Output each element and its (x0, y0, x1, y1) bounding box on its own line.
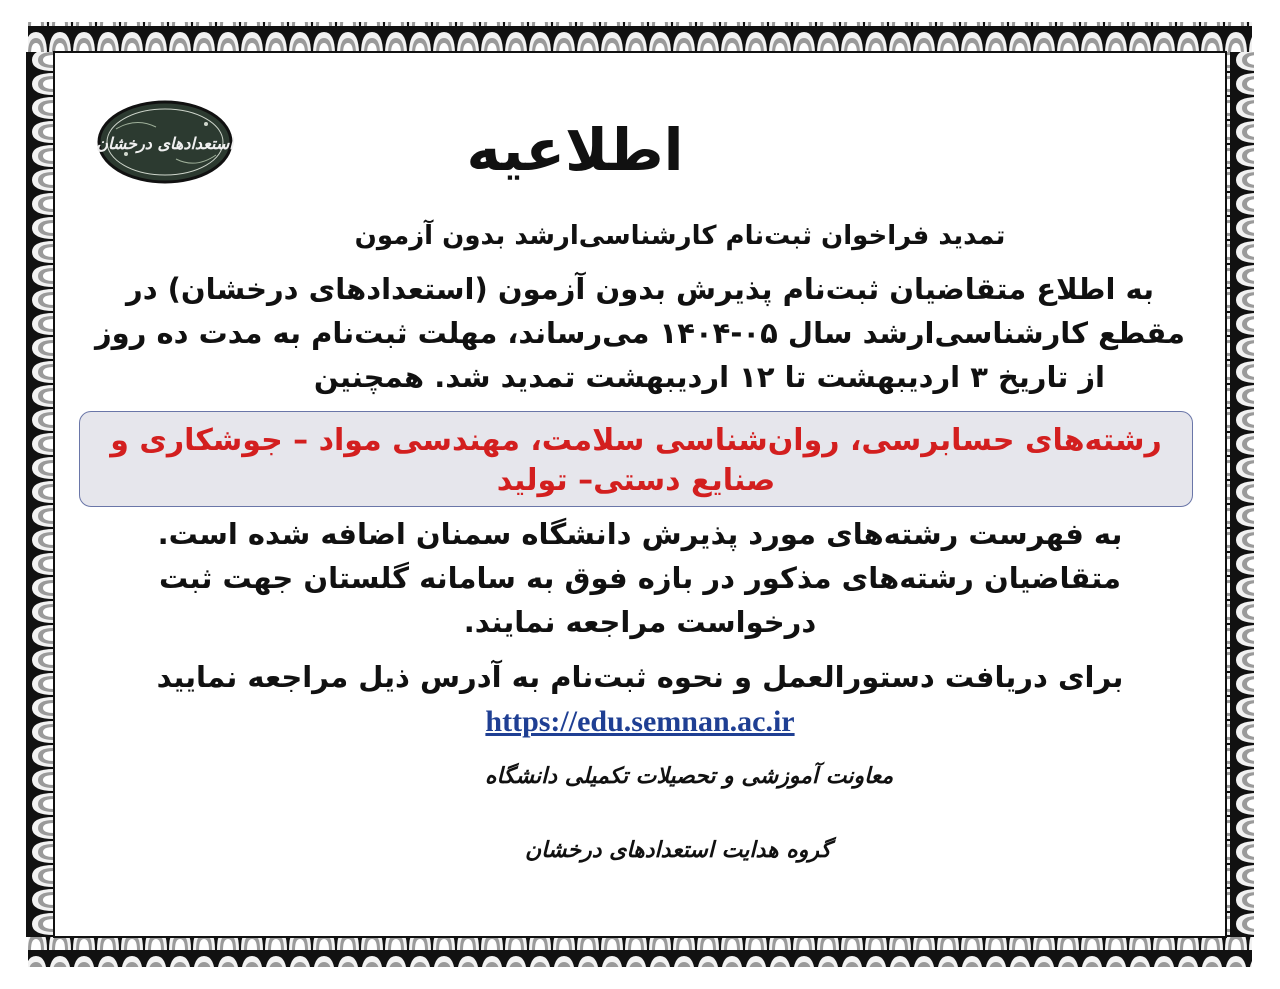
page-subtitle: تمدید فراخوان ثبت‌نام کارشناسی‌ارشد بدون آزمون (354, 221, 1006, 251)
intro-paragraph (55, 267, 1225, 399)
after-line: به فهرست رشته‌های مورد پذیرش دانشگاه سمنان اضافه شده است. (157, 517, 1123, 551)
notice-content (55, 55, 1225, 933)
highlight-line: رشته‌های حسابرسی، روان‌شناسی سلامت، مهندسی مواد – جوشکاری و (110, 423, 1162, 458)
logo-text: استعدادهای درخشان (96, 134, 234, 153)
highlight-line: صنایع دستی– تولید (496, 463, 776, 498)
signature-group: گروه هدایت استعدادهای درخشان (525, 837, 832, 863)
after-line: متقاضیان رشته‌های مذکور در بازه فوق به سامانه گلستان جهت ثبت (158, 561, 1121, 595)
signature-deputy: معاونت آموزشی و تحصیلات تکمیلی دانشگاه (485, 763, 894, 789)
page-title: اطلاعیه (466, 116, 684, 184)
intro-line: از تاریخ ۳ اردیبهشت تا ۱۲ اردیبهشت تمدید شد. همچنین (313, 360, 1105, 394)
after-paragraph (55, 512, 1225, 644)
intro-line: به اطلاع متقاضیان ثبت‌نام پذیرش بدون آزمون (استعدادهای درخشان) در (126, 272, 1154, 306)
instruction-text: برای دریافت دستورالعمل و نحوه ثبت‌نام به آدرس ذیل مراجعه نمایید (156, 660, 1124, 694)
after-line: درخواست مراجعه نمایند. (463, 605, 817, 639)
highlight-fields (79, 421, 1193, 501)
intro-line: مقطع کارشناسی‌ارشد سال ۰۵-۱۴۰۴ می‌رساند، مهلت ثبت‌نام به مدت ده روز (94, 316, 1186, 350)
edu-link[interactable]: https://edu.semnan.ac.ir (485, 705, 795, 738)
